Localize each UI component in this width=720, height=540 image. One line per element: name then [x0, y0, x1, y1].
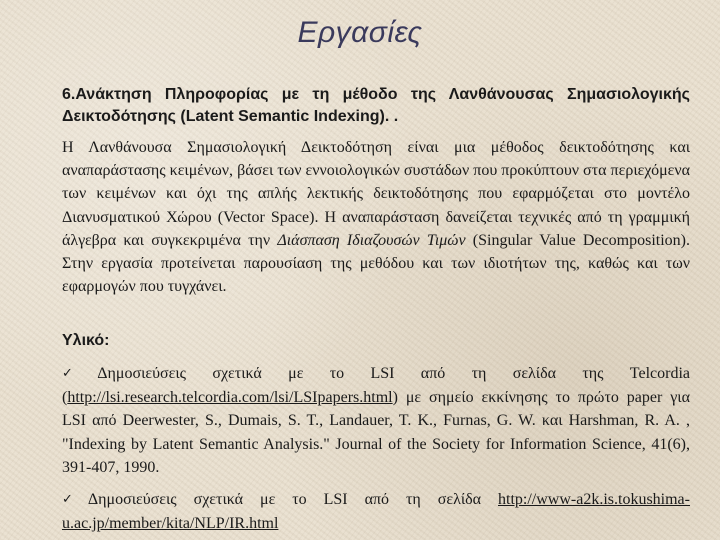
- checkmark-icon: ✓: [62, 366, 96, 381]
- tokushima-link[interactable]: http://www-a2k.is.tokushima-u.ac.jp/member/kita/NLP/IR.html: [62, 491, 690, 533]
- paragraph-text-2: (Singular Value Decomposition). Στην εργασία προτείνεται παρουσίαση της μεθόδου και των ιδιοτήτων της, καθώς και των εφαρμογών που τυγχάνει.: [62, 231, 691, 296]
- item-text-before: Δημοσιεύσεις σχετικά με το LSI από τη σελίδα της Telcordia (: [62, 365, 690, 407]
- page-title: Εργασίες: [297, 16, 423, 49]
- description-paragraph: [62, 136, 690, 298]
- heading-text: Ανάκτηση Πληροφορίας με τη μέθοδο της Λανθάνουσας Σημασιολογικής Δεικτοδότησης (Latent Semantic Indexing). .: [62, 86, 690, 125]
- material-label: Υλικό:: [62, 332, 110, 349]
- paragraph-text-1: Η Λανθάνουσα Σημασιολογική Δεικτοδότηση είναι μια μέθοδος δεικτοδότησης και αναπαράστασης κειμένων, βάσει των εννοιολογικών συστάδων που προκύπτουν στα περιεχόμενα των κειμένων και όχι της απλής λεκτικής δεικτοδότησης που εφαρμόζεται στο μοντέλο Διανυσματικού Χώρου (Vector Space). Η αναπαράσταση δανείζεται τεχνικές από τη γραμμική άλγεβρα και συγκεκριμένα την: [62, 139, 690, 249]
- heading-number: 6.: [62, 86, 76, 103]
- list-item: [62, 362, 690, 479]
- item-text-before: Δημοσιεύσεις σχετικά με το LSI από τη σελίδα: [87, 491, 498, 508]
- section-heading: [62, 84, 690, 128]
- checkmark-icon: ✓: [62, 492, 86, 507]
- list-item: [62, 488, 690, 535]
- item-text-after: ) με σημείο εκκίνησης το πρώτο paper για LSI από Deerwester, S., Dumais, S. T., Landauer, T. K., Furnas, G. W. και Harshman, R. A. , "Indexing by Latent Semantic Analysis." Journal of the Society for Information Science, 41(6), 391-407, 1990.: [62, 389, 690, 476]
- telcordia-link[interactable]: http://lsi.research.telcordia.com/lsi/LSIpapers.html: [67, 389, 393, 407]
- paragraph-italic-term: Διάσπαση Ιδιαζουσών Τιμών: [277, 231, 466, 249]
